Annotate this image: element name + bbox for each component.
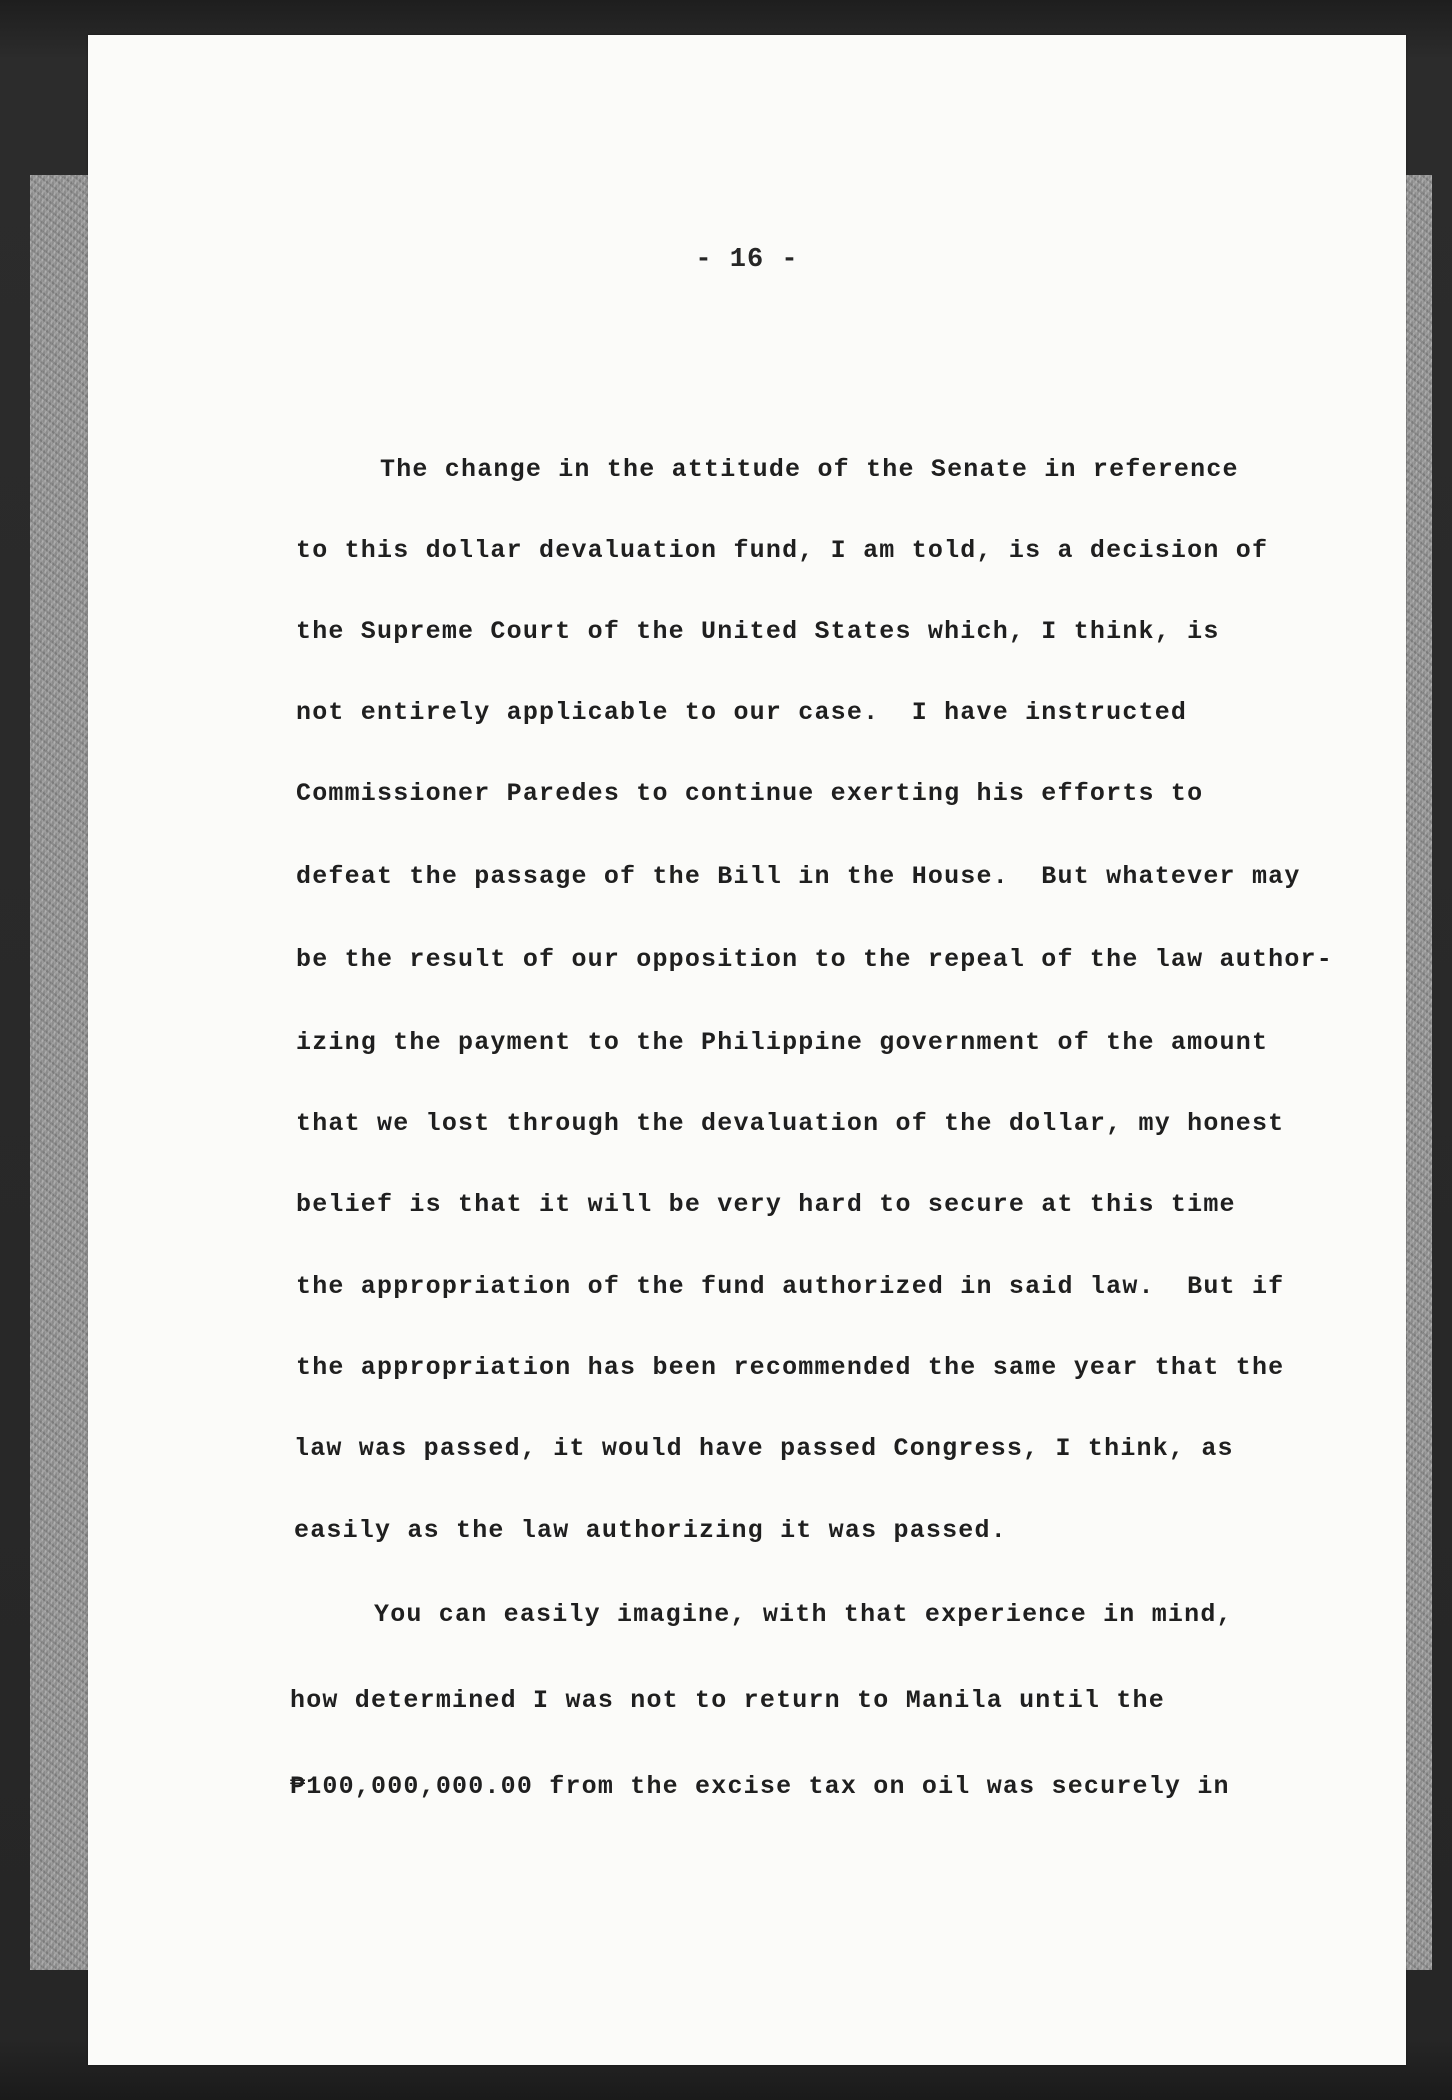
text-line: izing the payment to the Philippine government of the amount [296, 1028, 1269, 1057]
document-page [88, 35, 1406, 2065]
text-line: easily as the law authorizing it was passed. [294, 1516, 1007, 1545]
text-line: ₱100,000,000.00 from the excise tax on oil was securely in [290, 1772, 1230, 1801]
text-line: belief is that it will be very hard to secure at this time [296, 1190, 1236, 1219]
text-line: Commissioner Paredes to continue exerting his efforts to [296, 779, 1204, 808]
text-line: the Supreme Court of the United States which, I think, is [296, 617, 1220, 646]
text-line: law was passed, it would have passed Congress, I think, as [294, 1434, 1234, 1463]
text-line: not entirely applicable to our case. I have instructed [296, 698, 1188, 727]
text-line: that we lost through the devaluation of the dollar, my honest [296, 1109, 1285, 1138]
text-line: defeat the passage of the Bill in the House. But whatever may [296, 862, 1301, 891]
text-line: to this dollar devaluation fund, I am told, is a decision of [296, 536, 1269, 565]
page-number: - 16 - [695, 245, 799, 275]
text-line: be the result of our opposition to the repeal of the law author- [296, 945, 1333, 974]
text-line: You can easily imagine, with that experience in mind, [374, 1600, 1233, 1629]
text-line: The change in the attitude of the Senate in reference [380, 455, 1239, 484]
text-line: the appropriation has been recommended the same year that the [296, 1353, 1285, 1382]
text-line: how determined I was not to return to Manila until the [290, 1686, 1165, 1715]
text-line: the appropriation of the fund authorized in said law. But if [296, 1272, 1285, 1301]
body-text [88, 35, 1406, 2065]
